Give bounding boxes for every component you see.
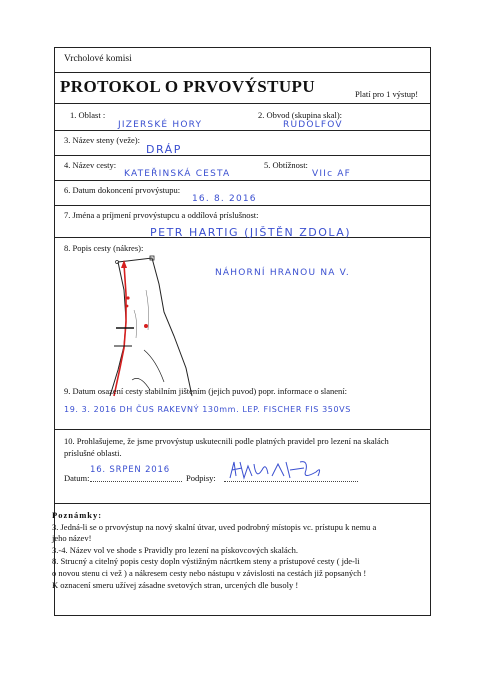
note-line: jeho název! bbox=[52, 533, 92, 544]
form-title: PROTOKOL O PRVOVÝSTUPU bbox=[60, 77, 316, 96]
declaration-date-label: Datum: bbox=[64, 473, 90, 483]
wall-label: 3. Název steny (veže): bbox=[64, 135, 140, 145]
route-sketch bbox=[104, 250, 198, 400]
commission-label: Vrcholové komisi bbox=[64, 54, 132, 64]
divider bbox=[54, 429, 431, 430]
date-value: 16. 8. 2016 bbox=[192, 194, 257, 204]
declaration-text: 10. Prohlašujeme, že jsme prvovýstup uskutecnili podle platných pravidel pro lezení na skalách bbox=[64, 436, 389, 446]
anchors-value: 19. 3. 2016 DH ČUS RAKEVNÝ 130mm. LEP. FISCHER FIS 350VS bbox=[64, 405, 351, 414]
notes-section bbox=[52, 510, 428, 591]
declaration-date-value: 16. SRPEN 2016 bbox=[90, 465, 170, 475]
description-value: NÁHORNÍ HRANOU NA V. bbox=[215, 268, 350, 278]
signature-image bbox=[226, 458, 326, 484]
names-label: 7. Jména a príjmení prvovýstupcu a oddílová príslušnost: bbox=[64, 210, 259, 220]
note-line: 8. Strucný a citelný popis cesty dopln výstižným nácrtkem steny a prístupové cesty ( jde-li bbox=[52, 556, 360, 567]
difficulty-label: 5. Obtížnost: bbox=[264, 160, 308, 170]
divider bbox=[54, 130, 431, 131]
divider bbox=[54, 155, 431, 156]
district-value: RUDOLFOV bbox=[283, 120, 343, 130]
divider bbox=[54, 205, 431, 206]
area-label: 1. Oblast : bbox=[70, 110, 106, 120]
divider bbox=[54, 72, 431, 73]
divider bbox=[54, 103, 431, 104]
note-line: K oznacení smeru užívej zásadne svetových stran, urcených dle busoly ! bbox=[52, 579, 299, 590]
notes-heading: Poznámky: bbox=[52, 510, 103, 520]
wall-value: DRÁP bbox=[146, 143, 182, 156]
note-line: 3.-4. Název vol ve shode s Pravidly pro lezení na pískovcových skalách. bbox=[52, 544, 298, 555]
note-line: o novou stenu ci vež ) a nákresem cesty nebo nástupu v závislosti na cestách již popsaných ! bbox=[52, 567, 367, 578]
route-value: KATEŘINSKÁ CESTA bbox=[124, 169, 231, 179]
validity-note: Platí pro 1 výstup! bbox=[355, 89, 419, 99]
district-label: 2. Obvod (skupina skal): bbox=[258, 110, 343, 120]
anchors-label: 9. Datum osazení cesty stabilním jištením (jejich puvod) popr. informace o slanení: bbox=[64, 386, 348, 396]
difficulty-value: VIIc AF bbox=[312, 169, 352, 179]
names-value: PETR HARTIG (JIŠTĚN ZDOLA) bbox=[150, 226, 352, 239]
date-label: 6. Datum dokoncení prvovýstupu: bbox=[64, 185, 181, 195]
date-dotline bbox=[90, 481, 182, 482]
signature-label: Podpisy: bbox=[186, 473, 216, 483]
note-line: 3. Jedná-li se o prvovýstup na nový skalní útvar, uved podrobný místopis vc. prístupu k nemu a bbox=[52, 521, 377, 532]
area-value: JIZERSKÉ HORY bbox=[118, 120, 203, 130]
divider bbox=[54, 503, 431, 504]
description-label: 8. Popis cesty (nákres): bbox=[64, 243, 144, 253]
declaration-text-cont: príslušné oblasti. bbox=[64, 448, 122, 458]
route-label: 4. Název cesty: bbox=[64, 160, 117, 170]
divider bbox=[54, 180, 431, 181]
